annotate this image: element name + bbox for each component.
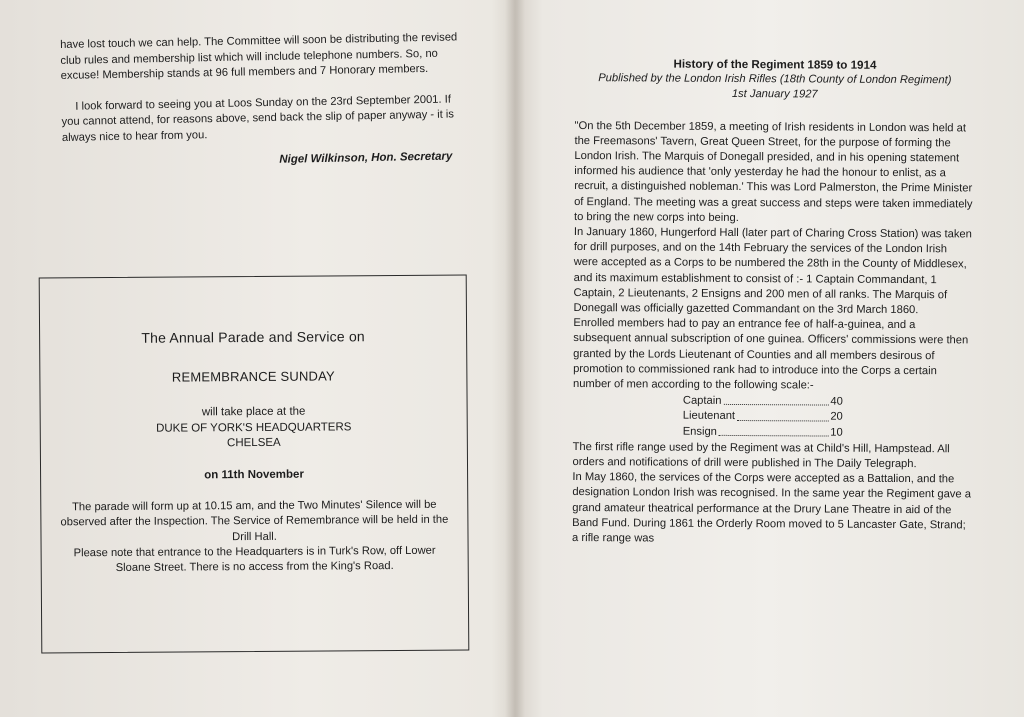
regiment-history — [572, 56, 975, 549]
notice-details: The parade will form up at 10.15 am, and the Two Minutes' Silence will be observed after the Inspection. The Service of Remembrance will be held in the Drill Hall. — [60, 498, 449, 543]
notice-access: Please note that entrance to the Headquarters is in Turk's Row, off Lower Sloane Street. There is no access from the King's Road. — [73, 544, 436, 575]
history-paragraph: In May 1860, the services of the Corps were accepted as a Battalion, and the designation London Irish was recognised. In the same year the Regiment gave a grand amateur theatrical performance at the Drury Lane Theatre in aid of the Band Fund. During 1861 the Orderly Room moved to 5 Lancaster Gate, Strand; a rifle range was — [572, 471, 972, 545]
notice-heading: The Annual Parade and Service on — [141, 328, 365, 346]
notice-venue: DUKE OF YORK'S HEADQUARTERS — [156, 421, 352, 435]
letter-paragraph: I look forward to seeing you at Loos Sunday on the 23rd September 2001. If you cannot attend, for reasons above, send back the slip of paper anyway - it is always nice to hear from you. — [61, 93, 455, 144]
scale-number: 10 — [830, 426, 843, 439]
page-fold — [505, 0, 525, 717]
notice-location: CHELSEA — [226, 436, 281, 450]
signature: Nigel Wilkinson, Hon. Secretary — [279, 150, 453, 166]
history-date: 1st January 1927 — [731, 88, 818, 101]
scale-rank: Lieutenant — [682, 410, 736, 423]
scale-row — [683, 424, 843, 440]
history-body — [572, 119, 975, 549]
history-paragraph: The first rifle range used by the Regiment was at Child's Hill, Hampstead. All orders and notifications of drill were published in The Daily Telegraph. — [572, 440, 950, 471]
scale-number: 20 — [830, 411, 843, 424]
scale-rank: Captain — [682, 394, 722, 408]
dot-leader — [737, 409, 828, 421]
promotion-scale — [683, 394, 843, 441]
scale-row — [683, 409, 843, 425]
notice-date: on 11th November — [204, 468, 304, 482]
history-paragraph: In January 1860, Hungerford Hall (later part of Charing Cross Station) was taken for drill purposes, and on the 14th February the services of the London Irish were accepted as a Corps to be numbered the 28th in the County of Middlesex, and its maximum establishment to consist of :- 1 Captain Commandant, 1 Captain, 2 Lieutenants, 2 Ensigns and 200 men of all ranks. The Marquis of Donegall was officially gazetted Commandant on the 3rd March 1860. — [573, 226, 972, 317]
scale-row — [683, 394, 843, 410]
left-page — [0, 0, 505, 717]
notice-body — [55, 498, 454, 577]
notice-content — [40, 276, 466, 575]
history-paragraph: "On the 5th December 1859, a meeting of Irish residents in London was held at the Freemasons' Tavern, Great Queen Street, for the purpose of forming the London Irish. The Marquis of Donegall presided, and in his opening statement informed his audience that 'only yesterday he had the honour to enlist, as a recruit, a distinguished nobleman.' This was Lord Palmerston, the Prime Minister of England. The meeting was a great success and steps were taken immediately to bring the new corps into being. — [573, 119, 973, 224]
letter-paragraph: have lost touch we can help. The Committee will soon be distributing the revised club rules and membership list which will include telephone numbers. So, no excuse! Membership stands at 96 full members and 7 Honorary members. — [60, 31, 458, 82]
scale-rank: Ensign — [682, 425, 717, 438]
history-title: History of the Regiment 1859 to 1914 — [673, 57, 877, 72]
right-page — [525, 0, 1024, 717]
notice-intro: will take place at the — [201, 405, 306, 419]
history-subtitle: Published by the London Irish Rifles (18th County of London Regiment) — [598, 72, 952, 87]
notice-event: REMEMBRANCE SUNDAY — [171, 368, 335, 385]
dot-leader — [719, 425, 828, 437]
dot-leader — [723, 394, 828, 406]
remembrance-notice-box — [39, 275, 470, 654]
secretary-letter — [60, 30, 463, 172]
scale-number: 40 — [830, 395, 843, 408]
history-paragraph: Enrolled members had to pay an entrance fee of half-a-guinea, and a subsequent annual subscription of one guinea. Officers' commissions were then granted by the Lords Lieutenant of Counties and all members desirous of promotion to commissioned rank had to introduce into the Corps a certain number of men according to the following scale:- — [572, 317, 969, 392]
